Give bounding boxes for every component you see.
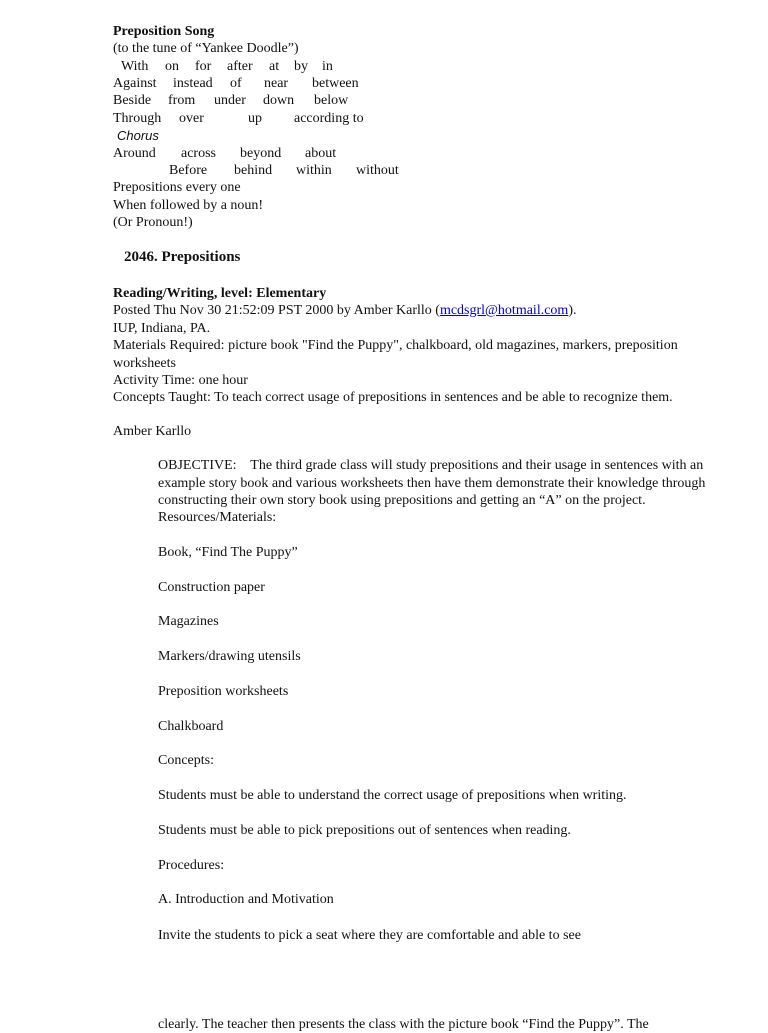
song-word: in	[322, 59, 333, 74]
song-word: below	[314, 93, 349, 108]
song-word: behind	[234, 163, 273, 178]
location: IUP, Indiana, PA.	[113, 321, 211, 336]
song-word: With	[121, 59, 149, 74]
song-line-8: When followed by a noun!	[113, 198, 264, 213]
song-title: Preposition Song	[113, 24, 215, 39]
materials-required: Materials Required: picture book "Find the Puppy", chalkboard, old magazines, markers, preposition worksheets	[113, 338, 678, 371]
email-link[interactable]: mcdsgrl@hotmail.com	[439, 303, 569, 318]
song-word: under	[214, 93, 246, 108]
song-row-5	[0, 145, 768, 162]
concepts-heading: Concepts:	[158, 753, 214, 768]
resource-item: Book, “Find The Puppy”	[158, 545, 298, 560]
song-word: Around	[113, 146, 156, 161]
concept-item: Students must be able to understand the correct usage of prepositions when writing.	[158, 788, 627, 803]
procedures-heading: Procedures:	[158, 858, 225, 873]
song-chorus: Chorus	[117, 128, 159, 143]
song-word: Before	[169, 163, 208, 178]
activity-time: Activity Time: one hour	[113, 373, 248, 388]
song-word: within	[296, 163, 332, 178]
song-word: Through	[113, 111, 162, 126]
author: Amber Karllo	[113, 424, 192, 439]
song-word: up	[248, 111, 262, 126]
resource-item: Preposition worksheets	[158, 684, 289, 699]
song-word: according to	[294, 111, 364, 126]
song-word: Beside	[113, 93, 152, 108]
song-word: over	[179, 111, 204, 126]
posted-suffix: ).	[568, 303, 577, 318]
song-word: across	[181, 146, 216, 161]
song-word: between	[312, 76, 359, 91]
song-word: without	[356, 163, 399, 178]
lesson-level: Reading/Writing, level: Elementary	[113, 286, 327, 301]
song-word: about	[305, 146, 337, 161]
song-row-1	[0, 58, 768, 75]
song-word: down	[263, 93, 295, 108]
song-word: on	[165, 59, 179, 74]
resource-item: Construction paper	[158, 580, 265, 595]
song-word: after	[227, 59, 253, 74]
song-word: at	[269, 59, 280, 74]
song-word: Against	[113, 76, 157, 91]
song-word: of	[230, 76, 242, 91]
resource-item: Chalkboard	[158, 719, 224, 734]
song-word: by	[294, 59, 308, 74]
song-row-3	[0, 92, 768, 109]
resource-item: Markers/drawing utensils	[158, 649, 301, 664]
song-word: beyond	[240, 146, 282, 161]
resources-heading: Resources/Materials:	[158, 510, 277, 525]
song-tune: (to the tune of “Yankee Doodle”)	[113, 41, 299, 56]
intro-heading: A. Introduction and Motivation	[158, 892, 334, 907]
song-row-4	[0, 110, 768, 127]
song-line-9: (Or Pronoun!)	[113, 215, 193, 230]
concepts-taught: Concepts Taught: To teach correct usage of prepositions in sentences and be able to recognize them.	[113, 390, 673, 405]
invite-text: Invite the students to pick a seat where they are comfortable and able to see	[158, 928, 581, 943]
song-line-7: Prepositions every one	[113, 180, 241, 195]
concept-item: Students must be able to pick prepositions out of sentences when reading.	[158, 823, 571, 838]
song-word: near	[264, 76, 289, 91]
song-word: for	[195, 59, 212, 74]
objective: OBJECTIVE: The third grade class will study prepositions and their usage in sentences with an example story book and various worksheets then have them demonstrate their knowledge through constructing their own story book using prepositions and getting an “A” on the project.	[158, 458, 709, 508]
resource-item: Magazines	[158, 614, 219, 629]
song-word: instead	[173, 76, 213, 91]
lesson-heading: 2046. Prepositions	[124, 249, 241, 265]
song-row-2	[0, 75, 768, 92]
posted-prefix: Posted Thu Nov 30 21:52:09 PST 2000 by Amber Karllo (	[113, 303, 440, 318]
cutoff-text: clearly. The teacher then presents the class with the picture book “Find the Puppy”. The	[158, 1017, 649, 1032]
posted-line	[113, 302, 576, 319]
song-word: from	[168, 93, 196, 108]
song-row-6	[0, 162, 768, 179]
